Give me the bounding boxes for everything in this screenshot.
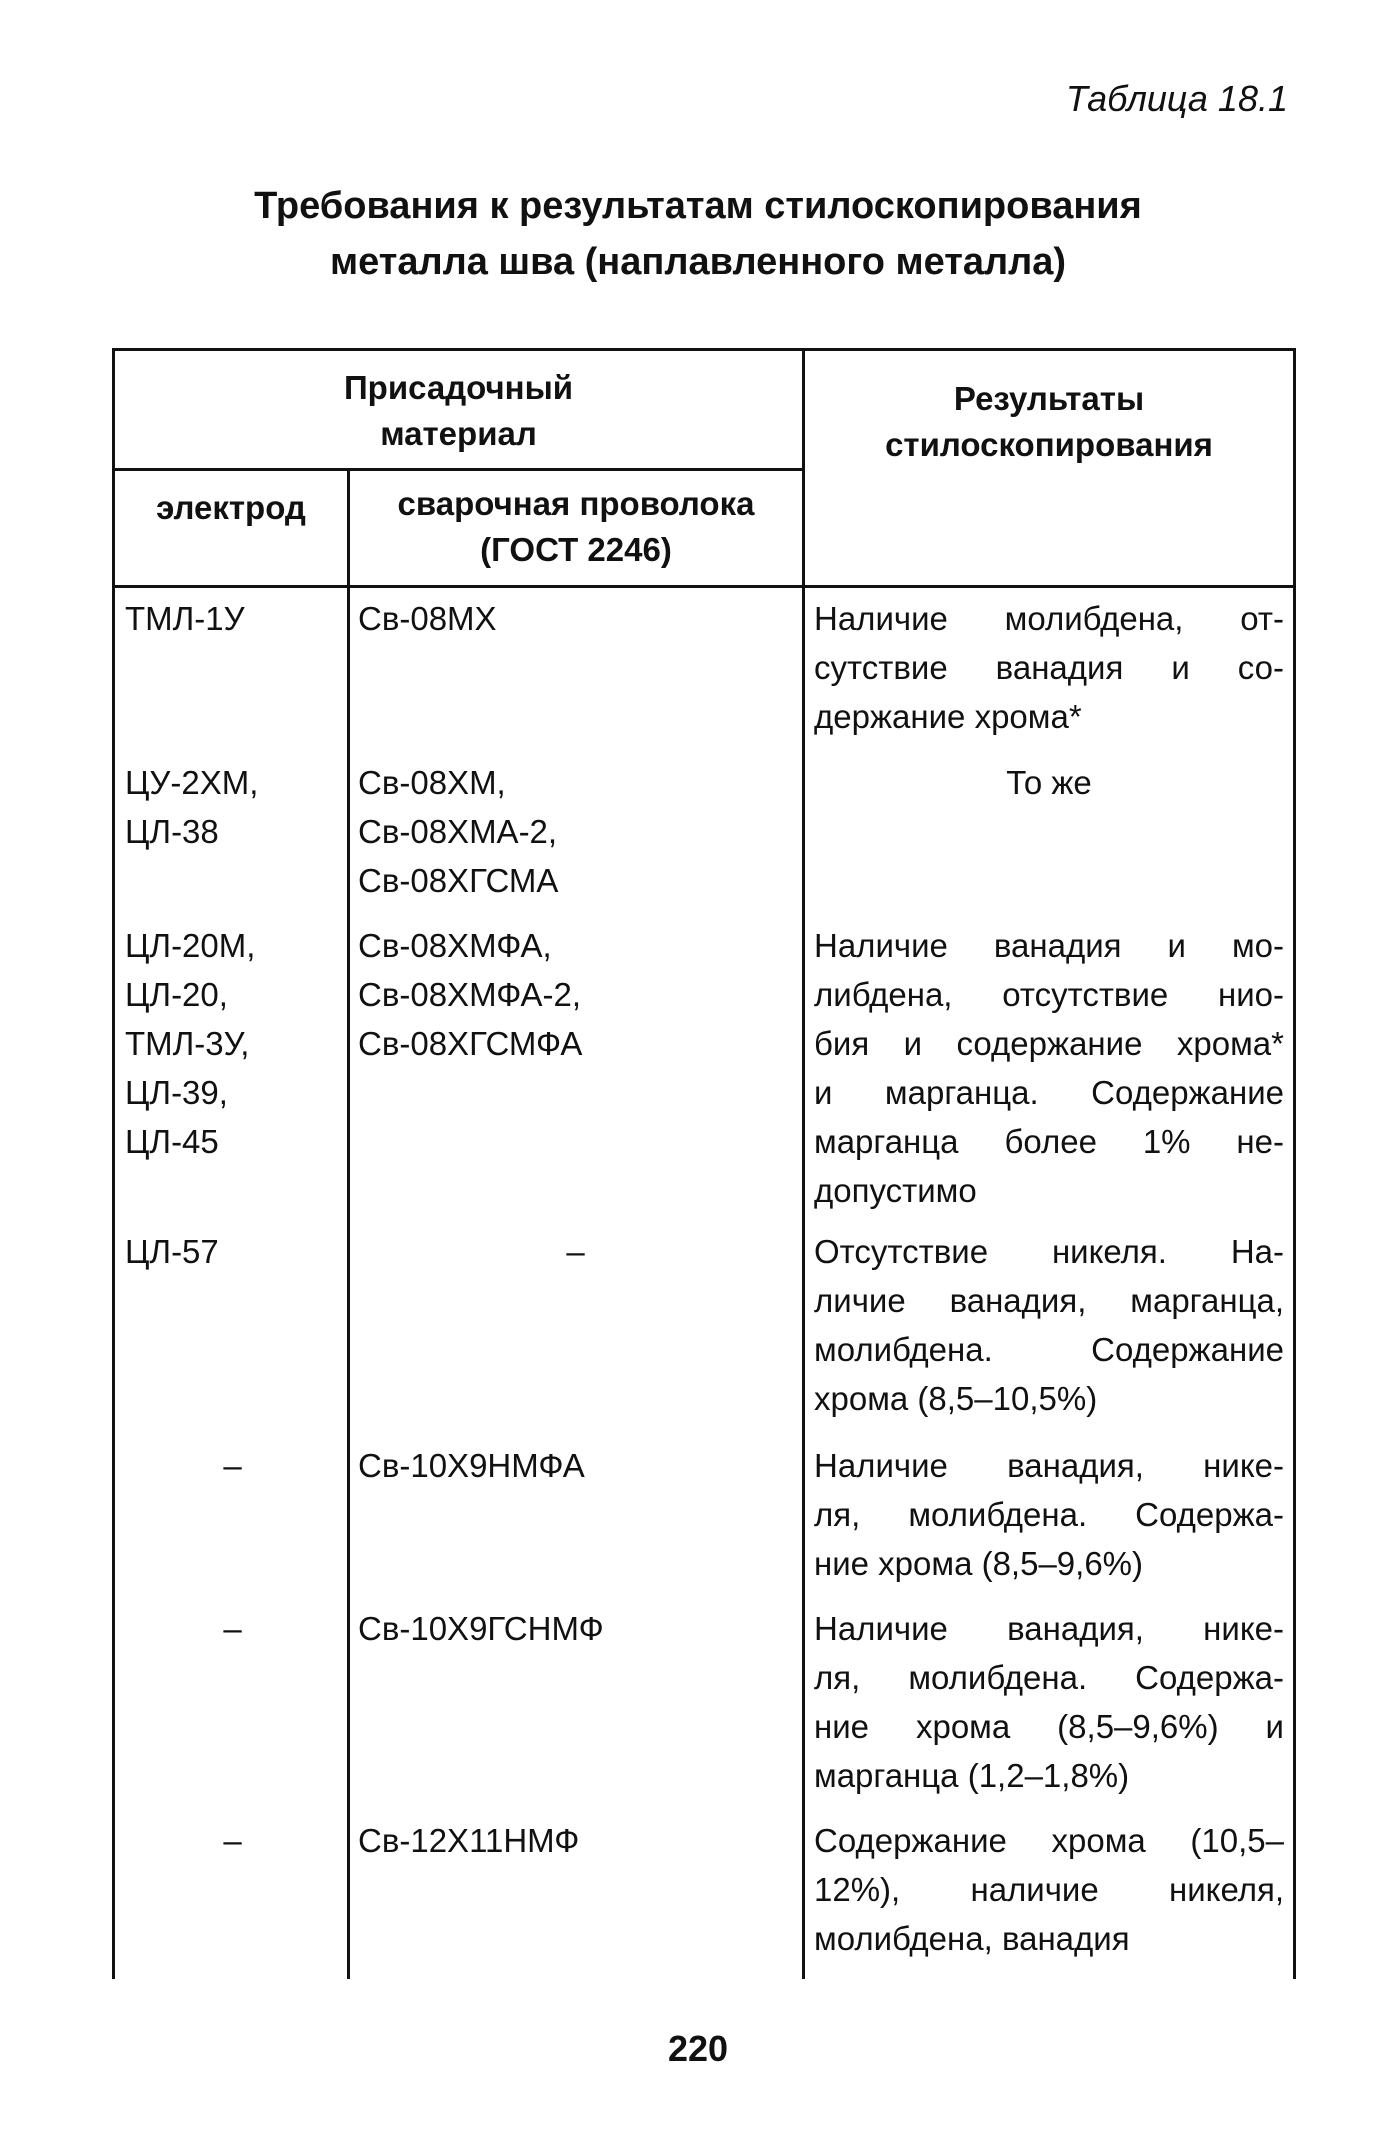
row-5-result: Наличие ванадия, нике- ля, молибдена. Содержа- ние хрома (8,5–9,6%) (814, 1447, 1284, 1582)
row-3-wire: Св-08ХМФА, Св-08ХМФА-2, Св-08ХГСМФА (358, 927, 583, 1062)
header-electrode: электрод (156, 489, 306, 526)
row-1-result: Наличие молибдена, от- сутствие ванадия и со- держание хрома* (814, 600, 1284, 735)
row-4-wire: – (566, 1233, 585, 1270)
row-1-electrode: ТМЛ-1У (125, 600, 245, 637)
page-number: 220 (667, 2028, 729, 2069)
title-line-1: Требования к результатам стилоскопирования (254, 185, 1142, 227)
row-7-result: Содержание хрома (10,5– 12%), наличие никеля, молибдена, ванадия (814, 1822, 1284, 1957)
row-1-wire: Св-08МХ (358, 600, 497, 637)
column-divider-1 (347, 468, 350, 1979)
stiloscopy-table (112, 348, 1296, 1979)
row-3-electrode: ЦЛ-20М, ЦЛ-20, ТМЛ-3У, ЦЛ-39, ЦЛ-45 (125, 927, 256, 1160)
header-subdivider (115, 468, 802, 471)
row-5-electrode: – (223, 1447, 242, 1484)
row-7-electrode: – (223, 1822, 242, 1859)
header-bottom-border (115, 585, 1293, 588)
row-4-result: Отсутствие никеля. На- личие ванадия, марганца, молибдена. Содержание хрома (8,5–10,5%) (814, 1233, 1284, 1417)
row-6-result: Наличие ванадия, нике- ля, молибдена. Содержа- ние хрома (8,5–9,6%) и марганца (1,2–1,8%) (814, 1610, 1284, 1794)
row-2-wire: Св-08ХМ, Св-08ХМА-2, Св-08ХГСМА (358, 764, 559, 899)
row-2-electrode: ЦУ-2ХМ, ЦЛ-38 (125, 764, 259, 850)
row-6-electrode: – (223, 1610, 242, 1647)
row-6-wire: Св-10Х9ГСНМФ (358, 1610, 604, 1647)
row-4-electrode: ЦЛ-57 (125, 1233, 219, 1270)
row-7-wire: Св-12Х11НМФ (358, 1822, 580, 1859)
header-filler-material: Присадочный материал (343, 369, 574, 452)
row-5-wire: Св-10Х9НМФА (358, 1447, 585, 1484)
header-wire: сварочная проволока (ГОСТ 2246) (397, 485, 755, 568)
row-3-result: Наличие ванадия и мо- либдена, отсутствие нио- бия и содержание хрома* и марганца. Содержание марганца более 1% не- допустимо (814, 927, 1284, 1209)
row-2-result: То же (1006, 764, 1092, 801)
title-line-2: металла шва (наплавленного металла) (329, 241, 1067, 283)
page-title (0, 178, 1396, 290)
table-label: Таблица 18.1 (1065, 78, 1288, 119)
column-divider-2 (802, 351, 805, 1979)
header-results: Результаты стилоскопирования (885, 380, 1213, 463)
